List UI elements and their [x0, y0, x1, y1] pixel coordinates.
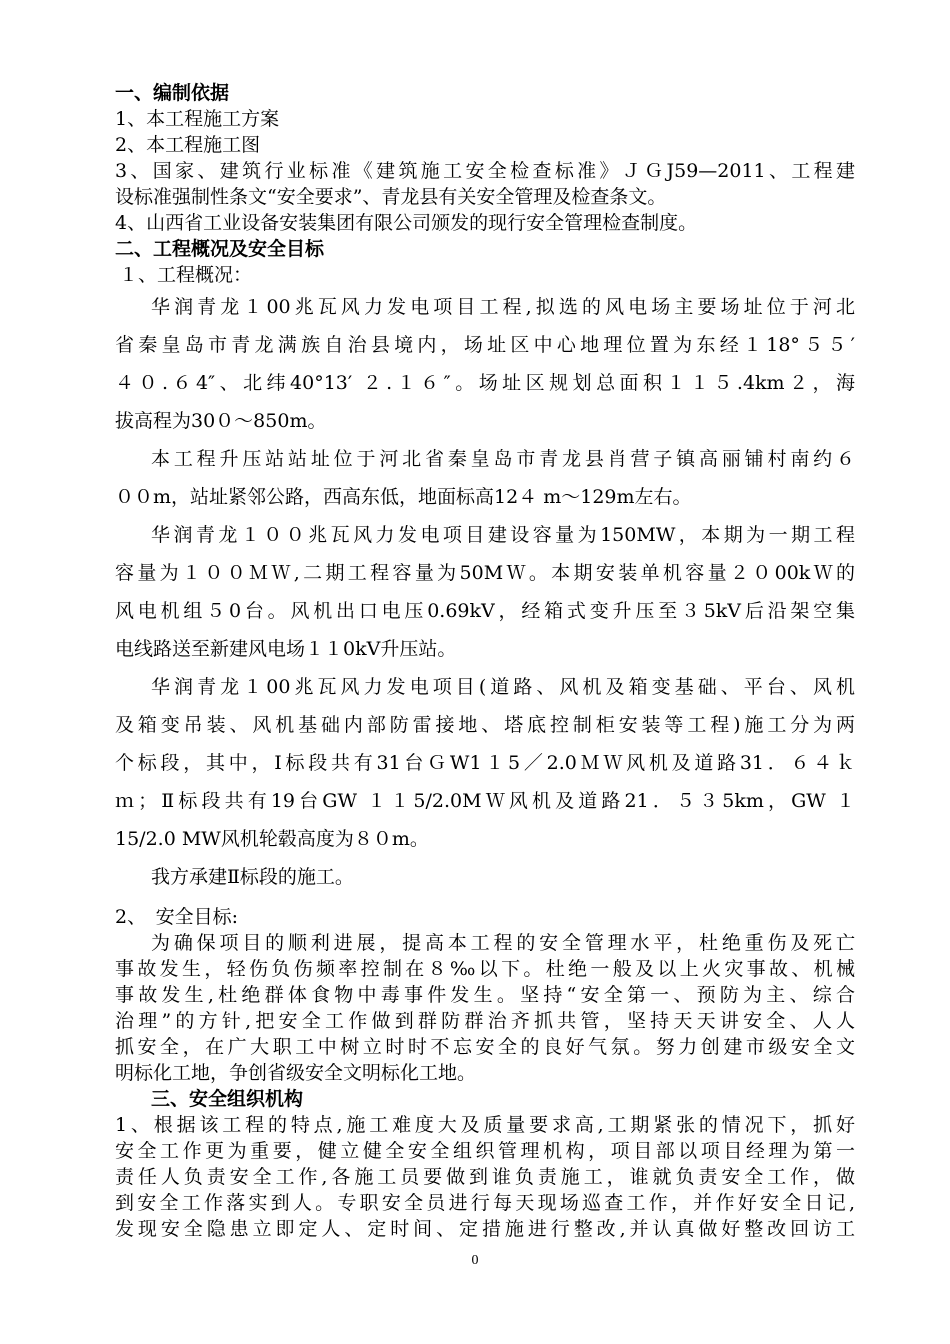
paragraph-line: 风电机组５0台。风机出口电压0.69kV，经箱式变升压至３5kV后沿架空集 [115, 600, 855, 622]
paragraph-line: 容量为１００ＭＷ,二期工程容量为50MＷ。本期安装单机容量２０00kＷ的 [115, 562, 855, 584]
subheading: １、工程概况： [119, 264, 253, 286]
section-heading: 一、编制依据 [115, 82, 230, 104]
paragraph-line: 为确保项目的顺利进展，提高本工程的安全管理水平，杜绝重伤及死亡 [151, 932, 855, 954]
section-heading: 二、工程概况及安全目标 [115, 238, 325, 260]
list-item: 2、本工程施工图 [115, 134, 261, 156]
paragraph-line: 电线路送至新建风电场１１0kV升压站。 [115, 638, 457, 660]
paragraph-line: 拔高程为30０～850m。 [115, 410, 327, 432]
paragraph-line: 到安全工作落实到人。专职安全员进行每天现场巡查工作，并作好安全日记, [115, 1192, 855, 1214]
document-page [115, 80, 855, 1242]
paragraph-line: 责任人负责安全工作,各施工员要做到谁负责施工，谁就负责安全工作，做 [115, 1166, 855, 1188]
list-item: 3、国家、建筑行业标准《建筑施工安全检查标准》ＪＧJ59—2011、工程建 [115, 160, 855, 182]
paragraph-line: 省秦皇岛市青龙满族自治县境内，场址区中心地理位置为东经１18°５５′ [115, 334, 855, 356]
paragraph-line: 事故发生,杜绝群体食物中毒事件发生。坚持“安全第一、预防为主、综合 [115, 984, 855, 1006]
paragraph-line: 治理”的方针,把安全工作做到群防群治齐抓共管，坚持天天讲安全、人人 [115, 1010, 855, 1032]
paragraph-line: 1、根据该工程的特点,施工难度大及质量要求高,工期紧张的情况下，抓好 [115, 1114, 855, 1136]
paragraph-line: ００m，站址紧邻公路，西高东低，地面标高12４ m～129m左右。 [115, 486, 692, 508]
paragraph-line: 华润青龙１００兆瓦风力发电项目建设容量为150MW，本期为一期工程 [151, 524, 855, 546]
paragraph-line: ４０.６4″、北纬40°13′ ２.１６″。场址区规划总面积１１５.4km２，海 [115, 372, 855, 394]
subheading: 2、 安全目标: [115, 906, 238, 928]
list-item: 4、山西省工业设备安装集团有限公司颁发的现行安全管理检查制度。 [115, 212, 698, 234]
paragraph-line: 发现安全隐患立即定人、定时间、定措施进行整改,并认真做好整改回访工 [115, 1218, 855, 1240]
page-number: 0 [471, 1253, 479, 1268]
list-item: 设标准强制性条文“安全要求”、青龙县有关安全管理及检查条文。 [115, 186, 667, 208]
paragraph-line: 明标化工地，争创省级安全文明标化工地。 [115, 1062, 477, 1084]
paragraph-line: 我方承建Ⅱ标段的施工。 [151, 866, 354, 888]
paragraph-line: 个标段，其中，Ⅰ标段共有31台ＧW1１5／2.0ＭＷ风机及道路31．６４ｋ [115, 752, 855, 774]
paragraph-line: ｍ；Ⅱ标段共有19台GW １１5/2.0MＷ风机及道路21．５３5km，GW １ [115, 790, 855, 812]
paragraph-line: 抓安全，在广大职工中树立时时不忘安全的良好气氛。努力创建市级安全文 [115, 1036, 855, 1058]
paragraph-line: 及箱变吊装、风机基础内部防雷接地、塔底控制柜安装等工程)施工分为两 [115, 714, 855, 736]
section-heading: 三、安全组织机构 [151, 1088, 304, 1110]
paragraph-line: 华润青龙１00兆瓦风力发电项目工程,拟选的风电场主要场址位于河北 [151, 296, 855, 318]
paragraph-line: 本工程升压站站址位于河北省秦皇岛市青龙县肖营子镇高丽铺村南约６ [151, 448, 855, 470]
paragraph-line: 安全工作更为重要，健立健全安全组织管理机构，项目部以项目经理为第一 [115, 1140, 855, 1162]
list-item: 1、本工程施工方案 [115, 108, 280, 130]
paragraph-line: 事故发生，轻伤负伤频率控制在８‰以下。杜绝一般及以上火灾事故、机械 [115, 958, 855, 980]
paragraph-line: 15/2.0 MW风机轮毂高度为８０m。 [115, 828, 429, 850]
paragraph-line: 华润青龙１00兆瓦风力发电项目(道路、风机及箱变基础、平台、风机 [151, 676, 855, 698]
